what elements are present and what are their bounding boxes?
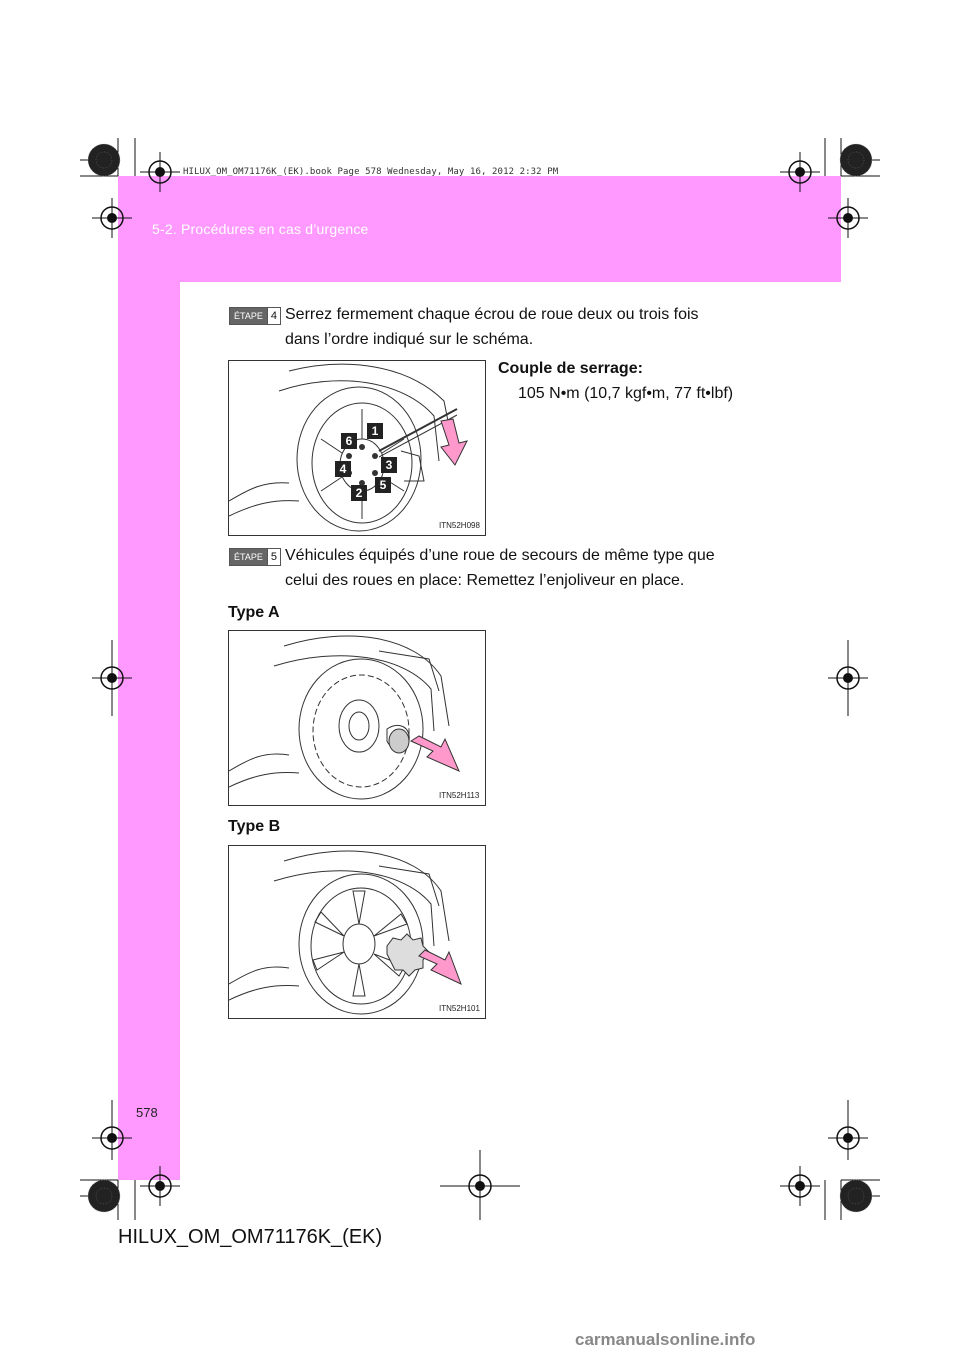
nut-label-5: 5 <box>375 477 391 493</box>
nut-label-1: 1 <box>367 423 383 439</box>
figure-id: ITN52H101 <box>439 1004 480 1013</box>
step-badge-number: 4 <box>267 308 280 324</box>
step-4-text <box>285 302 743 352</box>
section-title: 5-2. Procédures en cas d’urgence <box>152 221 369 237</box>
nut-label-3: 3 <box>381 457 397 473</box>
figure-wheel-nut-order <box>228 360 486 536</box>
step-badge-label: ÉTAPE <box>230 549 267 565</box>
step-5-badge <box>229 548 281 566</box>
step-5-text <box>285 543 743 593</box>
figure-id: ITN52H113 <box>439 791 480 800</box>
type-a-caption: Type A <box>228 604 280 621</box>
hubcap-type-b-illustration <box>229 846 485 1018</box>
step-5-line-1: Véhicules équipés d’une roue de secours de même type que <box>285 547 715 564</box>
hubcap-type-a-illustration <box>229 631 485 805</box>
step-4-line-2: dans l’ordre indiqué sur le schéma. <box>285 331 534 348</box>
nut-label-4: 4 <box>335 461 351 477</box>
type-b-caption: Type B <box>228 818 281 835</box>
step-badge-label: ÉTAPE <box>230 308 267 324</box>
nut-label-6: 6 <box>341 433 357 449</box>
torque-title: Couple de serrage: <box>498 360 643 377</box>
nut-label-2: 2 <box>351 485 367 501</box>
book-info-line: HILUX_OM_OM71176K_(EK).book Page 578 Wednesday, May 16, 2012 2:32 PM <box>183 167 559 177</box>
wheel-tightening-illustration <box>229 361 485 535</box>
figure-type-b <box>228 845 486 1019</box>
figure-type-a <box>228 630 486 806</box>
watermark-text: carmanualsonline.info <box>575 1330 756 1349</box>
model-code: HILUX_OM_OM71176K_(EK) <box>118 1226 383 1248</box>
page-number: 578 <box>136 1105 158 1120</box>
step-5-line-2: celui des roues en place: Remettez l’enjoliveur en place. <box>285 572 685 589</box>
step-4-badge <box>229 307 281 325</box>
step-badge-number: 5 <box>267 549 280 565</box>
step-4-line-1: Serrez fermement chaque écrou de roue deux ou trois fois <box>285 306 699 323</box>
figure-id: ITN52H098 <box>439 521 480 530</box>
torque-value: 105 N•m (10,7 kgf•m, 77 ft•lbf) <box>518 385 734 402</box>
